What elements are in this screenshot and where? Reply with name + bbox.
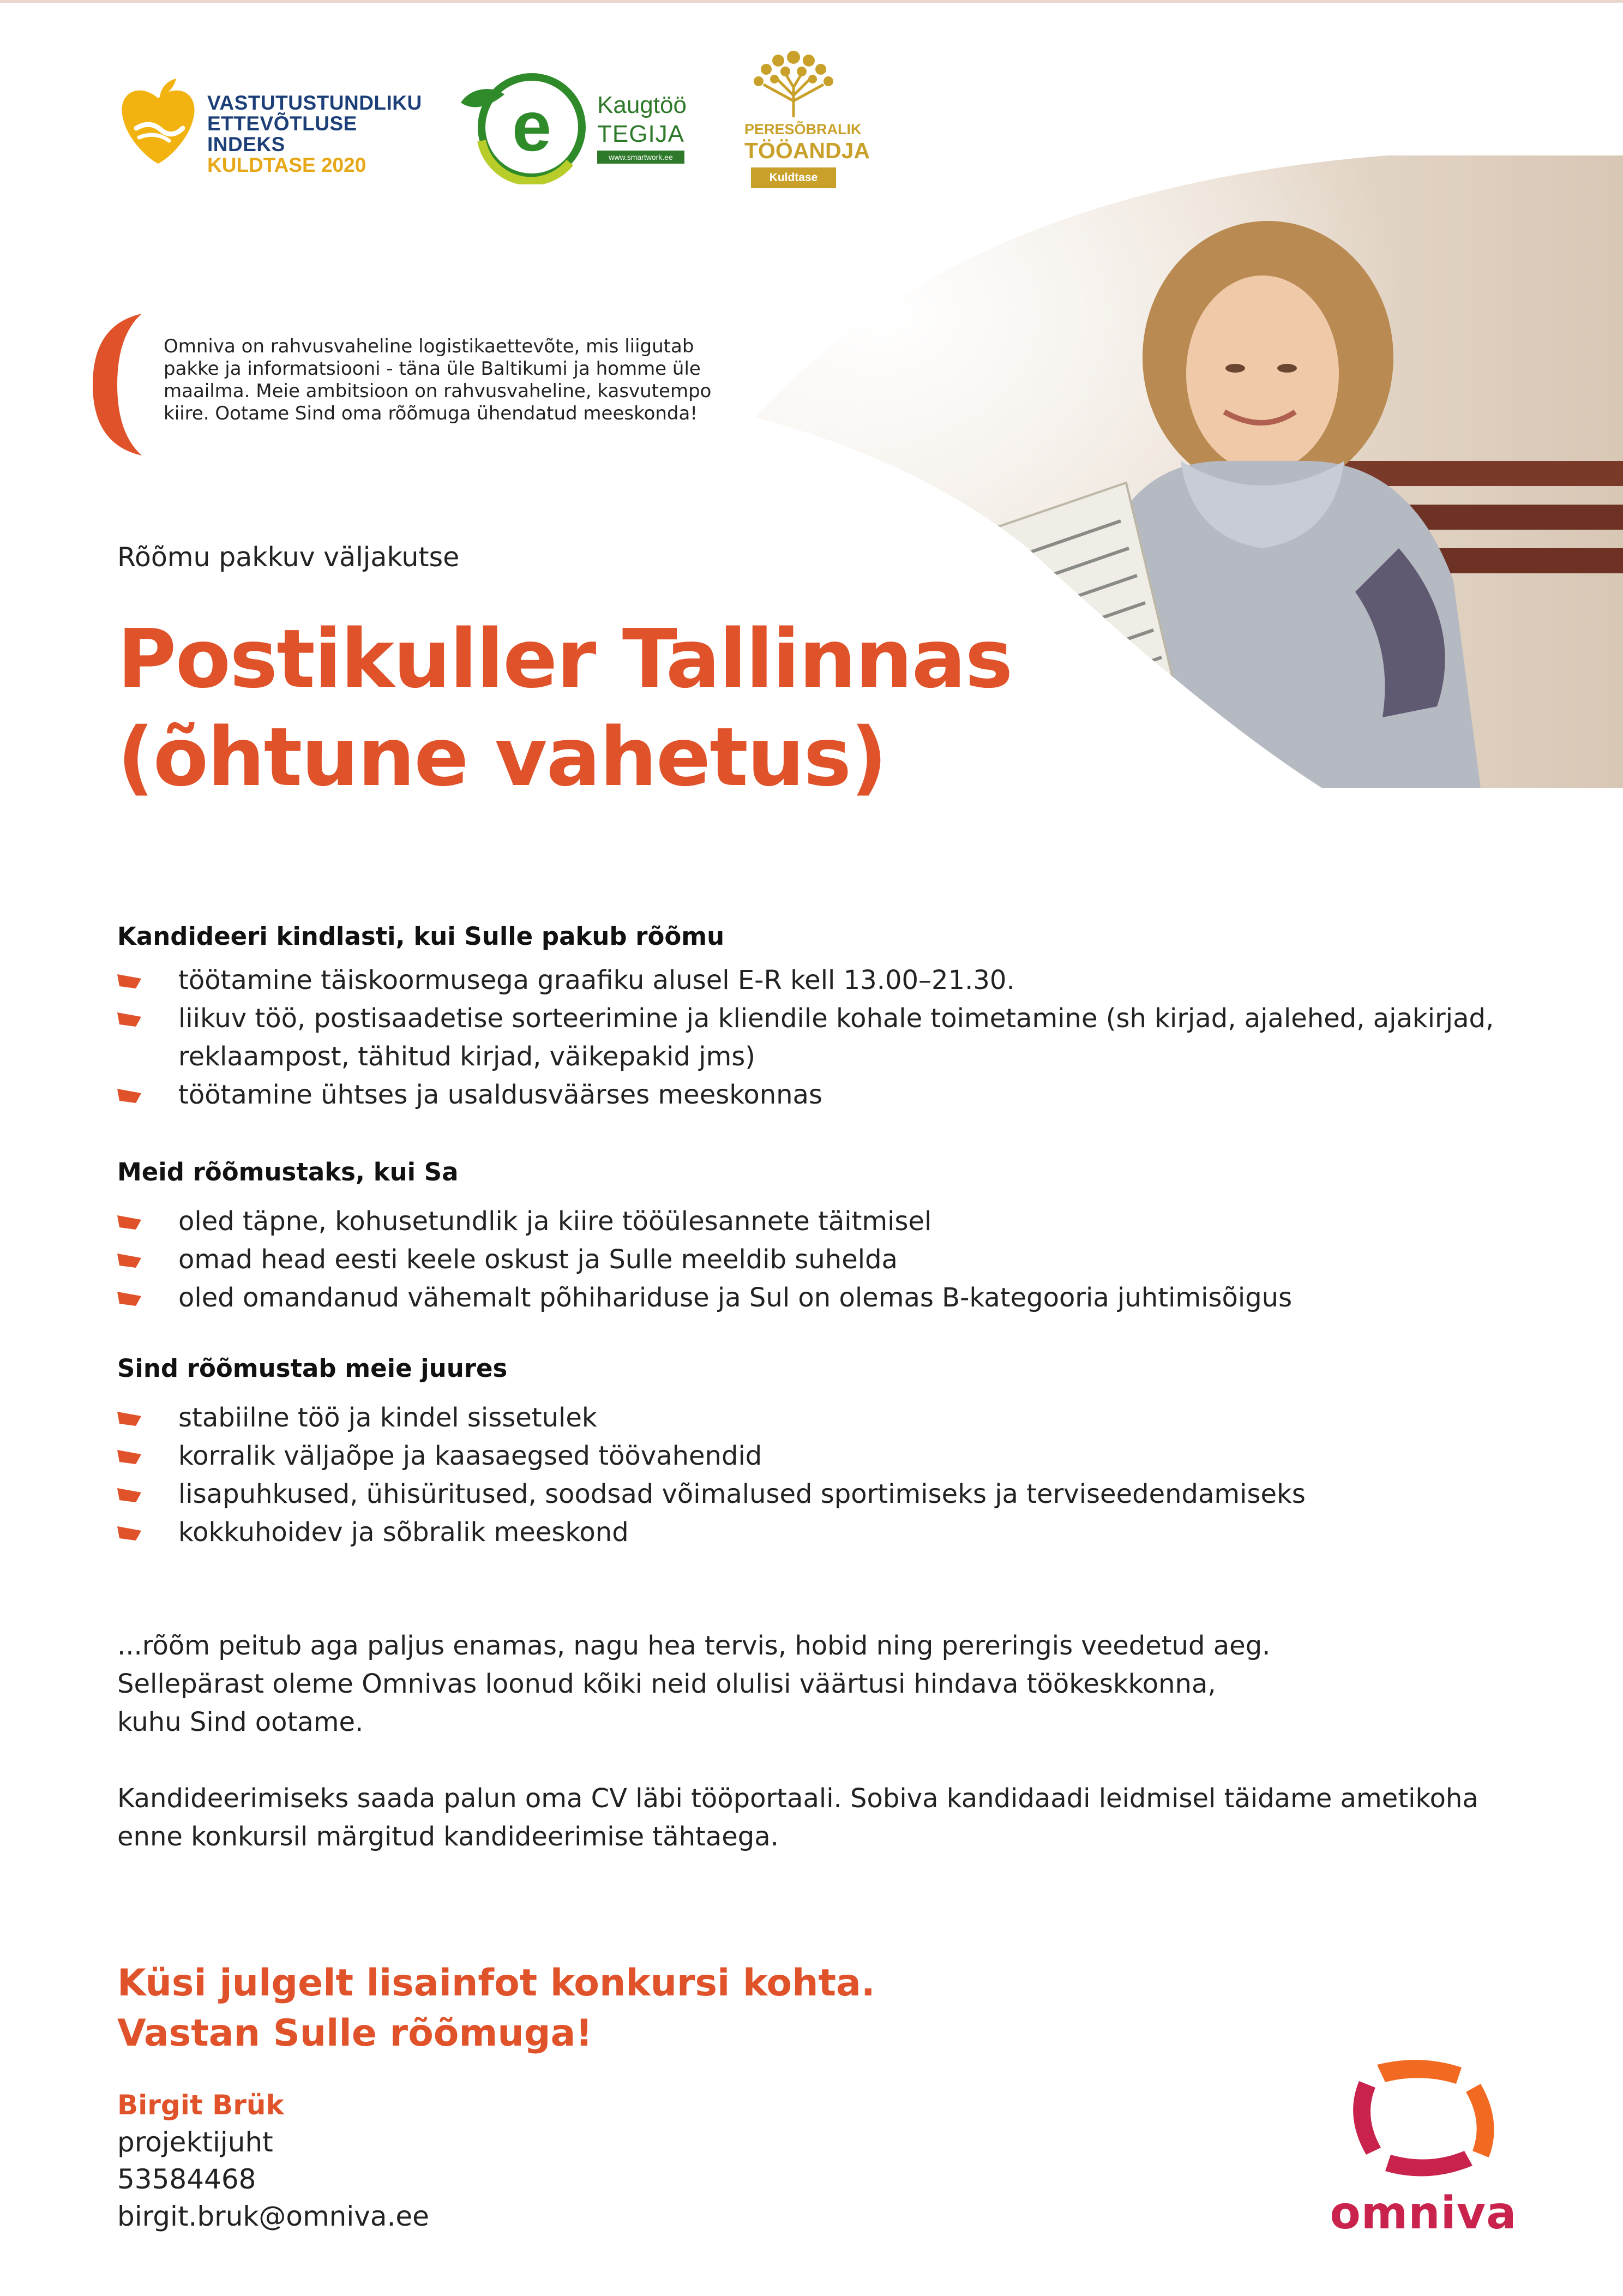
section-title-requirements: Meid rõõmustaks, kui Sa xyxy=(117,1158,459,1186)
call-to-action xyxy=(117,1958,875,2059)
arrow-bullet-icon xyxy=(117,1524,141,1542)
svg-text:e: e xyxy=(512,86,552,166)
section-title-benefits: Sind rõõmustab meie juures xyxy=(117,1354,508,1383)
offer-list xyxy=(117,961,1535,1114)
contact-email[interactable]: birgit.bruk@omniva.ee xyxy=(117,2201,429,2232)
list-item xyxy=(117,1399,1535,1437)
cta-line2: Vastan Sulle rõõmuga! xyxy=(117,2012,593,2055)
vei-line2: ETTEVÕTLUSE INDEKS xyxy=(207,112,357,155)
job-title-line2: (õhtune vahetus) xyxy=(117,710,886,804)
cta-line1: Küsi julgelt lisainfot konkursi kohta. xyxy=(117,1962,875,2005)
arrow-bullet-icon xyxy=(117,1410,141,1427)
arrow-bullet-icon xyxy=(117,1087,141,1104)
job-title-line1: Postikuller Tallinnas xyxy=(117,612,1012,706)
arrow-bullet-icon xyxy=(117,972,141,990)
arrow-bullet-icon xyxy=(117,1486,141,1503)
closing-paragraph xyxy=(117,1627,1535,1741)
list-item xyxy=(117,999,1535,1076)
list-item xyxy=(117,1076,1535,1114)
list-item-text: oled omandanud vähemalt põhihariduse ja Sul on olemas B-kategooria juhtimisõigus xyxy=(178,1282,1293,1313)
list-item-text: omad head eesti keele oskust ja Sulle meeldib suhelda xyxy=(178,1244,898,1275)
peresobralik-line1: PERESÕBRALIK xyxy=(744,121,862,137)
list-item-text: liikuv töö, postisaadetise sorteerimine ja kliendile kohale toimetamine (sh kirjad, ajalehed, ajakirjad, reklaampost, tähitud kirjad, väikepakid jms) xyxy=(178,1003,1494,1072)
intro-bracket-icon xyxy=(87,314,147,455)
smartwork-line2: TEGIJA xyxy=(597,121,685,147)
list-item-text: lisapuhkused, ühisüritused, soodsad võimalused sportimiseks ja terviseedendamiseks xyxy=(178,1479,1306,1509)
arrow-bullet-icon xyxy=(117,1213,141,1231)
list-item-text: stabiilne töö ja kindel sissetulek xyxy=(178,1402,597,1433)
closing-line1: ...rõõm peitub aga paljus enamas, nagu hea tervis, hobid ning pereringis veedetud aeg. xyxy=(117,1630,1271,1661)
omniva-logo xyxy=(1325,2054,1522,2239)
subtitle: Rõõmu pakkuv väljakutse xyxy=(117,542,460,573)
vei-logo xyxy=(117,76,423,176)
section-title-offer: Kandideeri kindlasti, kui Sulle pakub rõõmu xyxy=(117,922,725,951)
arrow-bullet-icon xyxy=(117,1010,141,1028)
list-item xyxy=(117,1437,1535,1475)
list-item xyxy=(117,1475,1535,1513)
omniva-mark-icon xyxy=(1325,2054,1522,2185)
apply-paragraph: Kandideerimiseks saada palun oma CV läbi tööportaali. Sobiva kandidaadi leidmisel täidame ametikoha enne konkursil märgitud kandideerimise tähtaega. xyxy=(117,1783,1478,1852)
vei-text xyxy=(207,93,423,176)
closing-line2: Sellepärast oleme Omnivas loonud kõiki neid olulisi väärtusi hindava töökeskkonna, xyxy=(117,1669,1216,1699)
list-item xyxy=(117,1513,1535,1551)
tree-icon xyxy=(744,46,843,120)
contact-role: projektijuht xyxy=(117,2126,273,2158)
arrow-bullet-icon xyxy=(117,1251,141,1269)
vei-line1: VASTUTUSTUNDLIKU xyxy=(207,92,422,114)
peresobralik-line2: TÖÖANDJA xyxy=(744,138,870,163)
smartwork-url: www.smartwork.ee xyxy=(597,151,684,164)
peresobralik-badge: Kuldtase xyxy=(751,167,836,188)
list-item xyxy=(117,1240,1535,1279)
intro-text: Omniva on rahvusvaheline logistikaettevõte, mis liigutab pakke ja informatsiooni - täna üle Baltikumi ja homme üle maailma. Meie ambitsioon on rahvusvaheline, kasvutempo kiire. Ootame Sind oma rõõmuga ühendatud meeskonda! xyxy=(164,335,712,424)
list-item xyxy=(117,1279,1535,1317)
smartwork-line1: Kaugtöö xyxy=(597,92,687,118)
list-item xyxy=(117,1202,1535,1240)
requirements-list xyxy=(117,1202,1535,1317)
list-item-text: töötamine täiskoormusega graafiku alusel E-R kell 13.00–21.30. xyxy=(178,965,1015,996)
list-item-text: korralik väljaõpe ja kaasaegsed töövahendid xyxy=(178,1441,762,1471)
list-item-text: kokkuhoidev ja sõbralik meeskond xyxy=(178,1517,629,1548)
benefits-list xyxy=(117,1399,1535,1551)
e-leaf-icon xyxy=(450,64,592,184)
list-item xyxy=(117,961,1535,999)
apple-hands-icon xyxy=(117,76,199,169)
contact-phone[interactable]: 53584468 xyxy=(117,2163,256,2195)
job-title xyxy=(117,610,1044,806)
list-item-text: oled täpne, kohusetundlik ja kiire tööülesannete täitmisel xyxy=(178,1206,932,1237)
vei-line3: KULDTASE 2020 xyxy=(207,154,366,176)
arrow-bullet-icon xyxy=(117,1290,141,1307)
list-item-text: töötamine ühtses ja usaldusväärses meeskonnas xyxy=(178,1080,822,1110)
smartwork-logo xyxy=(450,64,690,184)
arrow-bullet-icon xyxy=(117,1448,141,1465)
closing-line3: kuhu Sind ootame. xyxy=(117,1707,364,1737)
contact-name: Birgit Brük xyxy=(117,2089,284,2121)
omniva-wordmark: omniva xyxy=(1330,2187,1517,2239)
top-rule xyxy=(0,0,1623,3)
